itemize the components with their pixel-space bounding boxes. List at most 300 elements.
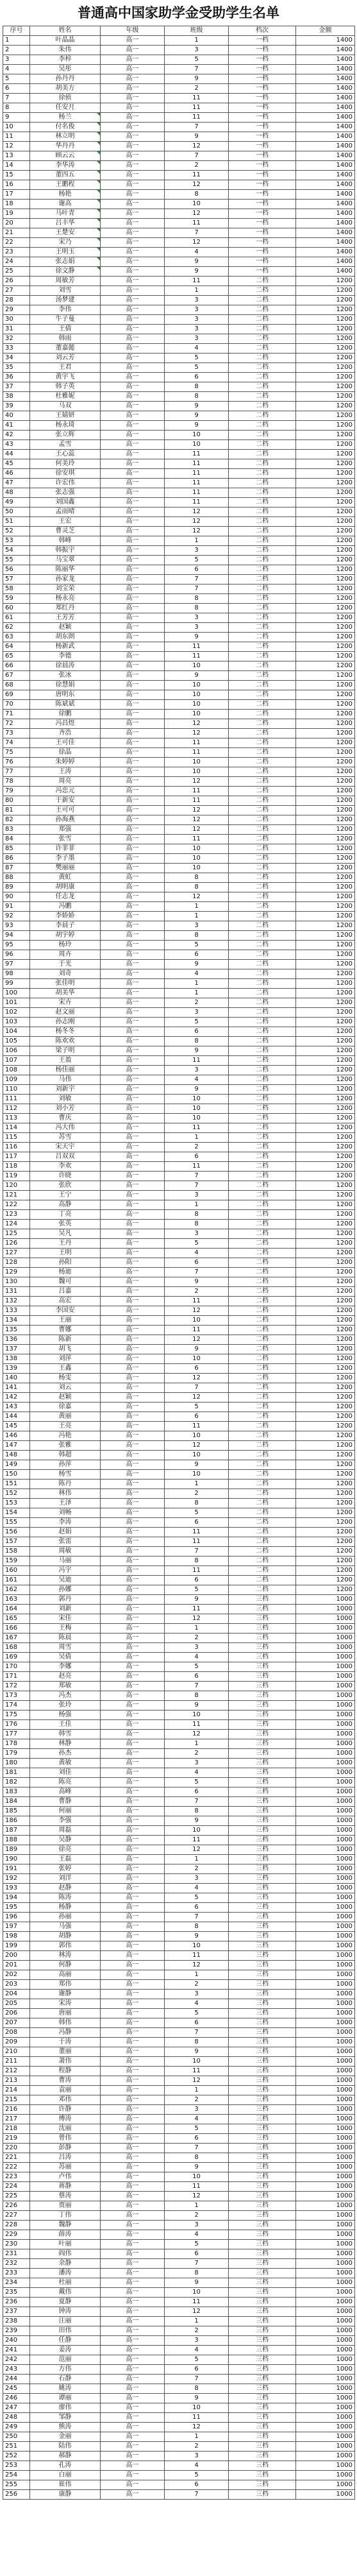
cell-class: 6 [165, 2249, 229, 2259]
cell-category: 二档 [229, 844, 296, 854]
cell-amount: 1000 [296, 1749, 355, 1759]
cell-class: 11 [165, 113, 229, 123]
cell-name: 吴静 [30, 1836, 101, 1845]
cell-name: 薛涛 [30, 2230, 101, 2240]
cell-category: 二档 [229, 912, 296, 921]
cell-category: 二档 [229, 1451, 296, 1460]
cell-category: 二档 [229, 1335, 296, 1345]
cell-name: 林伟 [30, 1489, 101, 1499]
cell-category: 二档 [229, 1075, 296, 1085]
cell-grade: 高一 [101, 1306, 165, 1316]
cell-grade: 高一 [101, 1345, 165, 1354]
cell-amount: 1200 [296, 1537, 355, 1547]
cell-amount: 1200 [296, 1306, 355, 1316]
cell-name: 王梅 [30, 1624, 101, 1633]
cell-grade: 高一 [101, 402, 165, 411]
cell-category: 一档 [229, 65, 296, 74]
cell-class: 11 [165, 1056, 229, 1066]
cell-amount: 1000 [296, 2317, 355, 2326]
cell-no: 75 [3, 748, 30, 758]
cell-category: 二档 [229, 1191, 296, 1200]
cell-name: 赵颖 [30, 623, 101, 633]
cell-no: 135 [3, 1326, 30, 1335]
cell-category: 二档 [229, 979, 296, 989]
cell-amount: 1200 [296, 873, 355, 883]
cell-category: 二档 [229, 431, 296, 440]
cell-no: 18 [3, 200, 30, 209]
cell-no: 112 [3, 1104, 30, 1114]
cell-category: 二档 [229, 1123, 296, 1133]
cell-grade: 高一 [101, 151, 165, 161]
cell-category: 三档 [229, 2076, 296, 2086]
cell-category: 三档 [229, 1826, 296, 1836]
cell-amount: 1000 [296, 2124, 355, 2134]
table-row [3, 1730, 355, 1739]
cell-no: 106 [3, 1046, 30, 1056]
cell-grade: 高一 [101, 604, 165, 613]
cell-category: 三档 [229, 1787, 296, 1797]
cell-category: 二档 [229, 1229, 296, 1239]
table-row [3, 700, 355, 710]
table-row [3, 2384, 355, 2394]
cell-name: 宋涛 [30, 1999, 101, 2009]
cell-amount: 1200 [296, 1095, 355, 1104]
table-row [3, 1566, 355, 1576]
table-row [3, 103, 355, 113]
cell-amount: 1200 [296, 1585, 355, 1595]
cell-grade: 高一 [101, 2278, 165, 2288]
table-row [3, 1085, 355, 1095]
cell-amount: 1200 [296, 1114, 355, 1123]
cell-name: 冯宇 [30, 1566, 101, 1576]
cell-class: 2 [165, 1864, 229, 1874]
cell-grade: 高一 [101, 681, 165, 690]
cell-category: 二档 [229, 681, 296, 690]
cell-amount: 1000 [296, 1605, 355, 1614]
cell-grade: 高一 [101, 1046, 165, 1056]
table-row [3, 2326, 355, 2336]
cell-category: 一档 [229, 142, 296, 151]
cell-amount: 1000 [296, 2057, 355, 2067]
table-row [3, 2172, 355, 2182]
cell-no: 187 [3, 1826, 30, 1836]
cell-category: 二档 [229, 382, 296, 392]
table-row [3, 2471, 355, 2480]
cell-class: 5 [165, 556, 229, 565]
cell-name: 孙萍 [30, 1460, 101, 1470]
cell-name: 张志强 [30, 488, 101, 498]
cell-no: 230 [3, 2240, 30, 2249]
cell-name: 曹庆 [30, 1114, 101, 1123]
cell-amount: 1200 [296, 315, 355, 325]
cell-class: 3 [165, 613, 229, 623]
table-row [3, 1162, 355, 1172]
cell-no: 136 [3, 1335, 30, 1345]
cell-class: 11 [165, 642, 229, 652]
table-row [3, 142, 355, 151]
cell-grade: 高一 [101, 392, 165, 402]
cell-amount: 1200 [296, 1528, 355, 1537]
cell-no: 133 [3, 1306, 30, 1316]
table-row [3, 1585, 355, 1595]
cell-class: 2 [165, 1980, 229, 1990]
cell-class: 11 [165, 488, 229, 498]
cell-class: 2 [165, 84, 229, 94]
cell-category: 三档 [229, 1922, 296, 1932]
cell-no: 240 [3, 2336, 30, 2346]
cell-no: 228 [3, 2221, 30, 2230]
cell-class: 5 [165, 1662, 229, 1672]
table-row [3, 1624, 355, 1633]
cell-grade: 高一 [101, 2413, 165, 2423]
cell-amount: 1000 [296, 1845, 355, 1855]
cell-category: 二档 [229, 1480, 296, 1489]
cell-class: 9 [165, 1816, 229, 1826]
cell-class: 1 [165, 1739, 229, 1749]
table-row [3, 1297, 355, 1306]
cell-no: 252 [3, 2452, 30, 2461]
cell-class: 4 [165, 2115, 229, 2124]
cell-grade: 高一 [101, 546, 165, 556]
cell-no: 48 [3, 488, 30, 498]
cell-amount: 1000 [296, 1932, 355, 1941]
cell-class: 9 [165, 267, 229, 277]
cell-name: 陈晨 [30, 1633, 101, 1643]
cell-amount: 1000 [296, 2028, 355, 2038]
cell-class: 3 [165, 334, 229, 344]
cell-amount: 1200 [296, 517, 355, 527]
cell-category: 三档 [229, 2249, 296, 2259]
cell-category: 三档 [229, 1749, 296, 1759]
cell-grade: 高一 [101, 2346, 165, 2355]
table-row [3, 1191, 355, 1200]
cell-no: 242 [3, 2355, 30, 2365]
cell-name: 吕双双 [30, 1152, 101, 1162]
cell-class: 9 [165, 2394, 229, 2403]
cell-amount: 1200 [296, 1249, 355, 1258]
cell-amount: 1200 [296, 1191, 355, 1200]
cell-grade: 高一 [101, 180, 165, 190]
cell-amount: 1400 [296, 113, 355, 123]
cell-grade: 高一 [101, 1913, 165, 1922]
cell-no: 81 [3, 806, 30, 815]
cell-amount: 1400 [296, 142, 355, 151]
cell-amount: 1000 [296, 2413, 355, 2423]
cell-no: 127 [3, 1249, 30, 1258]
cell-name: 程静 [30, 2067, 101, 2076]
cell-no: 71 [3, 710, 30, 719]
cell-no: 39 [3, 402, 30, 411]
cell-amount: 1000 [296, 2211, 355, 2221]
cell-class: 12 [165, 806, 229, 815]
cell-no: 195 [3, 1903, 30, 1913]
cell-amount: 1000 [296, 1826, 355, 1836]
table-row [3, 459, 355, 469]
cell-grade: 高一 [101, 2028, 165, 2038]
cell-grade: 高一 [101, 1297, 165, 1306]
cell-class: 10 [165, 2057, 229, 2067]
cell-amount: 1200 [296, 835, 355, 844]
table-row [3, 719, 355, 729]
cell-grade: 高一 [101, 719, 165, 729]
cell-name: 杨雯 [30, 1374, 101, 1383]
cell-grade: 高一 [101, 1239, 165, 1249]
cell-category: 二档 [229, 450, 296, 459]
cell-grade: 高一 [101, 1200, 165, 1210]
cell-no: 172 [3, 1682, 30, 1691]
cell-category: 二档 [229, 1374, 296, 1383]
cell-amount: 1400 [296, 248, 355, 257]
cell-name: 王楚安 [30, 228, 101, 238]
cell-class: 11 [165, 738, 229, 748]
cell-name: 宋佳 [30, 1614, 101, 1624]
cell-no: 88 [3, 873, 30, 883]
cell-amount: 1000 [296, 1720, 355, 1730]
cell-no: 148 [3, 1451, 30, 1460]
cell-class: 8 [165, 594, 229, 604]
cell-class: 9 [165, 633, 229, 642]
cell-name: 丁亮 [30, 1210, 101, 1220]
cell-name: 田伟 [30, 2326, 101, 2336]
cell-category: 三档 [229, 2182, 296, 2192]
table-row [3, 2365, 355, 2375]
cell-no: 161 [3, 1576, 30, 1585]
cell-grade: 高一 [101, 46, 165, 55]
table-row [3, 796, 355, 806]
cell-no: 149 [3, 1460, 30, 1470]
cell-amount: 1000 [296, 2134, 355, 2144]
cell-category: 三档 [229, 1710, 296, 1720]
cell-name: 赵颖 [30, 1393, 101, 1403]
cell-name: 张志娟 [30, 257, 101, 267]
cell-name: 周磊 [30, 1826, 101, 1836]
cell-category: 二档 [229, 392, 296, 402]
cell-name: 王宁 [30, 1191, 101, 1200]
cell-class: 6 [165, 2018, 229, 2028]
cell-amount: 1000 [296, 1739, 355, 1749]
cell-class: 5 [165, 1893, 229, 1903]
table-row [3, 1066, 355, 1075]
cell-class: 10 [165, 1114, 229, 1123]
cell-category: 二档 [229, 1258, 296, 1268]
cell-no: 224 [3, 2182, 30, 2192]
cell-grade: 高一 [101, 1807, 165, 1816]
cell-amount: 1200 [296, 710, 355, 719]
cell-no: 193 [3, 1884, 30, 1893]
table-row [3, 1499, 355, 1508]
cell-category: 三档 [229, 2269, 296, 2278]
cell-name: 孟雨晴 [30, 508, 101, 517]
cell-category: 三档 [229, 2317, 296, 2326]
cell-no: 231 [3, 2249, 30, 2259]
cell-category: 一档 [229, 209, 296, 219]
table-row [3, 1412, 355, 1422]
cell-name: 齐浩 [30, 729, 101, 738]
cell-category: 二档 [229, 296, 296, 305]
cell-class: 8 [165, 382, 229, 392]
cell-grade: 高一 [101, 642, 165, 652]
cell-amount: 1000 [296, 1855, 355, 1864]
cell-amount: 1000 [296, 2307, 355, 2317]
cell-amount: 1000 [296, 2461, 355, 2471]
table-row [3, 1807, 355, 1816]
cell-category: 一档 [229, 84, 296, 94]
cell-class: 10 [165, 440, 229, 450]
cell-name: 贾丽 [30, 2201, 101, 2211]
cell-grade: 高一 [101, 1980, 165, 1990]
cell-no: 174 [3, 1701, 30, 1710]
cell-class: 10 [165, 710, 229, 719]
cell-amount: 1400 [296, 55, 355, 65]
table-row [3, 1403, 355, 1412]
cell-amount: 1200 [296, 277, 355, 286]
cell-amount: 1000 [296, 2192, 355, 2201]
cell-class: 12 [165, 2192, 229, 2201]
cell-grade: 高一 [101, 2375, 165, 2384]
cell-category: 二档 [229, 286, 296, 296]
cell-amount: 1400 [296, 123, 355, 132]
cell-category: 二档 [229, 1037, 296, 1046]
cell-no: 143 [3, 1403, 30, 1412]
cell-name: 钟涛 [30, 2307, 101, 2317]
cell-grade: 高一 [101, 2317, 165, 2326]
cell-amount: 1200 [296, 892, 355, 902]
table-row [3, 2144, 355, 2153]
cell-grade: 高一 [101, 796, 165, 806]
cell-category: 三档 [229, 1999, 296, 2009]
cell-amount: 1000 [296, 2471, 355, 2480]
cell-category: 二档 [229, 479, 296, 488]
cell-name: 王鑫 [30, 1364, 101, 1374]
cell-class: 2 [165, 2326, 229, 2336]
cell-no: 4 [3, 65, 30, 74]
cell-no: 93 [3, 921, 30, 931]
cell-amount: 1000 [296, 2394, 355, 2403]
cell-class: 4 [165, 1884, 229, 1893]
cell-name: 谢高 [30, 200, 101, 209]
cell-grade: 高一 [101, 921, 165, 931]
table-row [3, 661, 355, 671]
cell-class: 10 [165, 1451, 229, 1460]
cell-name: 韩子英 [30, 382, 101, 392]
cell-class: 12 [165, 2423, 229, 2432]
cell-grade: 高一 [101, 1797, 165, 1807]
table-row [3, 594, 355, 604]
cell-no: 208 [3, 2028, 30, 2038]
cell-category: 二档 [229, 305, 296, 315]
cell-name: 张雪 [30, 835, 101, 844]
cell-class: 12 [165, 517, 229, 527]
cell-grade: 高一 [101, 2384, 165, 2394]
cell-no: 110 [3, 1085, 30, 1095]
cell-category: 二档 [229, 508, 296, 517]
cell-class: 4 [165, 2461, 229, 2471]
table-row [3, 1075, 355, 1085]
cell-category: 三档 [229, 1893, 296, 1903]
cell-grade: 高一 [101, 960, 165, 969]
cell-name: 吴迪 [30, 1576, 101, 1585]
cell-category: 三档 [229, 2288, 296, 2298]
cell-no: 217 [3, 2115, 30, 2124]
cell-name: 马丽 [30, 1557, 101, 1566]
cell-amount: 1200 [296, 1374, 355, 1383]
cell-name: 林立明 [30, 132, 101, 142]
cell-amount: 1000 [296, 1941, 355, 1951]
cell-amount: 1000 [296, 2201, 355, 2211]
col-header-amount: 金额 [296, 26, 355, 36]
cell-name: 林涛 [30, 1951, 101, 1961]
cell-category: 二档 [229, 883, 296, 892]
table-row [3, 392, 355, 402]
cell-no: 129 [3, 1268, 30, 1277]
cell-class: 1 [165, 2317, 229, 2326]
cell-amount: 1200 [296, 1326, 355, 1335]
cell-class: 3 [165, 2452, 229, 2461]
table-row [3, 2442, 355, 2452]
cell-amount: 1200 [296, 941, 355, 950]
cell-amount: 1200 [296, 575, 355, 584]
cell-grade: 高一 [101, 1316, 165, 1326]
cell-grade: 高一 [101, 2336, 165, 2346]
cell-class: 3 [165, 2336, 229, 2346]
cell-name: 李子墨 [30, 854, 101, 864]
cell-class: 12 [165, 1393, 229, 1403]
cell-no: 73 [3, 729, 30, 738]
cell-no: 10 [3, 123, 30, 132]
cell-amount: 1200 [296, 1046, 355, 1056]
cell-amount: 1200 [296, 1431, 355, 1441]
cell-category: 三档 [229, 2211, 296, 2221]
table-row [3, 2095, 355, 2105]
cell-grade: 高一 [101, 527, 165, 536]
cell-category: 一档 [229, 132, 296, 142]
cell-name: 董嘉懿 [30, 344, 101, 354]
cell-class: 3 [165, 1008, 229, 1018]
cell-category: 三档 [229, 2115, 296, 2124]
table-row [3, 2249, 355, 2259]
cell-class: 6 [165, 373, 229, 382]
cell-no: 167 [3, 1633, 30, 1643]
cell-grade: 高一 [101, 1855, 165, 1864]
cell-category: 二档 [229, 1249, 296, 1258]
cell-amount: 1000 [296, 1970, 355, 1980]
cell-amount: 1400 [296, 228, 355, 238]
cell-class: 12 [165, 1441, 229, 1451]
cell-category: 一档 [229, 113, 296, 123]
cell-amount: 1200 [296, 1268, 355, 1277]
cell-class: 8 [165, 2038, 229, 2047]
cell-amount: 1400 [296, 257, 355, 267]
cell-class: 11 [165, 748, 229, 758]
cell-grade: 高一 [101, 277, 165, 286]
table-row [3, 864, 355, 873]
cell-no: 8 [3, 103, 30, 113]
cell-no: 152 [3, 1489, 30, 1499]
table-row [3, 2009, 355, 2018]
cell-class: 8 [165, 604, 229, 613]
cell-category: 二档 [229, 1114, 296, 1123]
cell-amount: 1000 [296, 1633, 355, 1643]
cell-amount: 1000 [296, 1730, 355, 1739]
cell-category: 三档 [229, 1941, 296, 1951]
table-row [3, 2307, 355, 2317]
cell-no: 177 [3, 1730, 30, 1739]
cell-category: 三档 [229, 1951, 296, 1961]
table-row [3, 1027, 355, 1037]
cell-category: 三档 [229, 2057, 296, 2067]
cell-amount: 1000 [296, 1710, 355, 1720]
cell-no: 70 [3, 700, 30, 710]
